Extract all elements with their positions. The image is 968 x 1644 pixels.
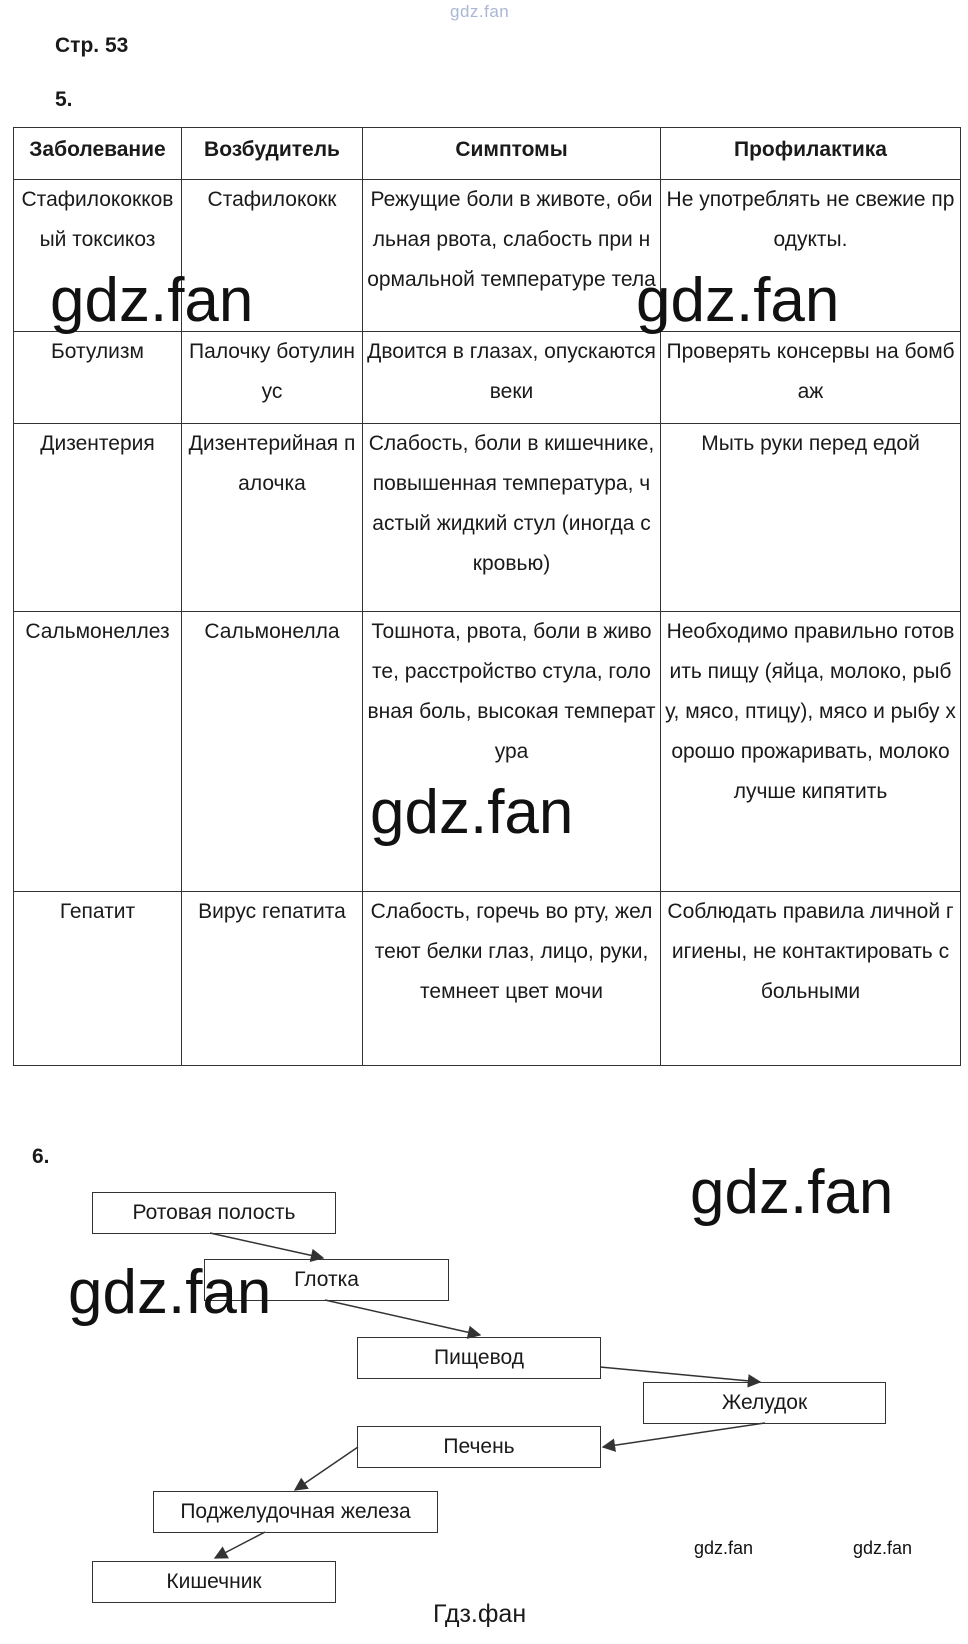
top-watermark: gdz.fan	[450, 2, 510, 21]
table-cell: Не употреблять не свежие продукты.	[661, 180, 961, 332]
table-cell: Режущие боли в животе, обильная рвота, слабость при нормальной температуре тела	[363, 180, 661, 332]
table-cell: Палочку ботулинус	[182, 332, 363, 424]
arrow-stomach-to-liver	[603, 1423, 765, 1447]
watermark-small: gdz.fan	[853, 1538, 913, 1558]
column-header: Возбудитель	[182, 128, 363, 180]
watermark-large: gdz.fan	[370, 778, 574, 847]
node-intestine: Кишечник	[92, 1561, 336, 1603]
arrow-liver-to-pancreas	[295, 1447, 358, 1490]
table-cell: Соблюдать правила личной гигиены, не контактировать с больными	[661, 892, 961, 1066]
table-cell: Сальмонеллез	[14, 612, 182, 892]
watermark-bottom: Гдз.фан	[433, 1600, 527, 1628]
arrow-esophagus-to-stomach	[600, 1367, 760, 1382]
arrow-pancreas-to-intestine	[215, 1532, 265, 1558]
table-cell: Сальмонелла	[182, 612, 363, 892]
watermark-large: gdz.fan	[68, 1258, 272, 1327]
column-header: Симптомы	[363, 128, 661, 180]
task-5-number: 5.	[55, 88, 73, 111]
table-cell: Проверять консервы на бомбаж	[661, 332, 961, 424]
table-cell: Ботулизм	[14, 332, 182, 424]
column-header: Заболевание	[14, 128, 182, 180]
node-esophagus: Пищевод	[357, 1337, 601, 1379]
table-cell: Стафилококк	[182, 180, 363, 332]
page-reference: Стр. 53	[55, 34, 129, 57]
table-cell: Гепатит	[14, 892, 182, 1066]
watermark-small: gdz.fan	[694, 1538, 754, 1558]
node-pharynx: Глотка	[204, 1259, 449, 1301]
watermark-large: gdz.fan	[690, 1158, 894, 1227]
table-cell: Необходимо правильно готовить пищу (яйца, молоко, рыбу, мясо, птицу), мясо и рыбу хорошо прожаривать, молоко лучше кипятить	[661, 612, 961, 892]
node-oral-cavity: Ротовая полость	[92, 1192, 336, 1234]
table-cell: Дизентерийная палочка	[182, 424, 363, 612]
table-cell: Вирус гепатита	[182, 892, 363, 1066]
table-cell: Двоится в глазах, опускаются веки	[363, 332, 661, 424]
task-6-number: 6.	[32, 1145, 50, 1168]
table-cell: Слабость, горечь во рту, желтеют белки глаз, лицо, руки, темнеет цвет мочи	[363, 892, 661, 1066]
table-cell: Слабость, боли в кишечнике, повышенная температура, частый жидкий стул (иногда с кровью)	[363, 424, 661, 612]
watermark-large: gdz.fan	[50, 266, 254, 335]
table-cell: Тошнота, рвота, боли в животе, расстройство стула, головная боль, высокая температура	[363, 612, 661, 892]
node-pancreas: Поджелудочная железа	[153, 1491, 438, 1533]
node-liver: Печень	[357, 1426, 601, 1468]
table-cell: Стафилококковый токсикоз	[14, 180, 182, 332]
watermark-large: gdz.fan	[636, 266, 840, 335]
arrow-mouth-to-pharynx	[210, 1233, 323, 1258]
table-cell: Мыть руки перед едой	[661, 424, 961, 612]
column-header: Профилактика	[661, 128, 961, 180]
table-cell: Дизентерия	[14, 424, 182, 612]
node-stomach: Желудок	[643, 1382, 886, 1424]
arrow-pharynx-to-esophagus	[325, 1300, 480, 1335]
